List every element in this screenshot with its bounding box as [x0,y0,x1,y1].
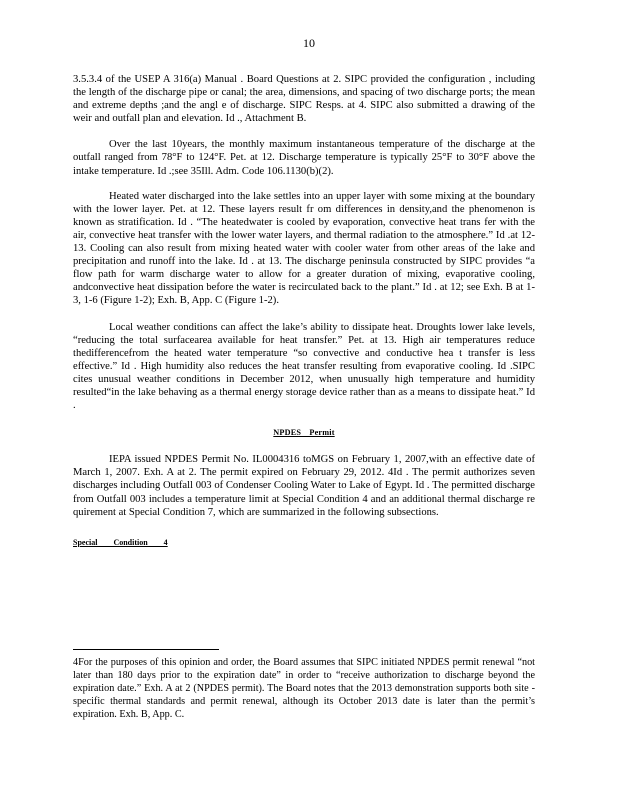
footnote-area [73,656,535,721]
paragraph-stratification: Heated water discharged into the lake settles into an upper layer with some mixing at the boundary with the lower layer. Pet. at 12. These layers result fr om differences in density,and the phenomenon is known as stratification. Id . “The heatedwater is cooled by evaporation, convective heat trans fer with the air, convective heat transfer with the lower water layers, and thermal radiation to the atmosphere.” Id .at 12-13. Cooling can also result from mixing heated water with cooler water from other areas of the lake and precipitation and runoff into the lake. Id . at 13. The discharge peninsula constructed by SIPC provides “a flow path for warm discharge water to allow for a greater duration of mixing, evaporative cooling, andconvective heat dissipation before the water is recirculated back to the plant.” Id . at 12; see Exh. B at 1-3, 1-6 (Figure 1-2); Exh. B, App. C (Figure 1-2). [73,190,535,307]
footnote-divider [73,649,219,650]
paragraph-weather-conditions: Local weather conditions can affect the lake’s ability to dissipate heat. Droughts lower lake levels, “reducing the total surfacearea available for heat transfer.” Pet. at 13. High air temperatures reduce thedifferencefrom the heated water temperature “so convective and conductive hea t transfer is less effective.” Id . High humidity also reduces the heat transfer resulting from evaporative cooling. Id .SIPC cites unusual weather conditions in December 2012, when unusually high temperature and humidity resulted“in the lake behaving as a thermal energy storage device rather than as a means to dissipate heat.” Id . [73,321,535,412]
paragraph-discharge-temperature: Over the last 10years, the monthly maximum instantaneous temperature of the discharge at the outfall ranged from 78°F to 124°F. Pet. at 12. Discharge temperature is typically 25°F to 30°F above the intake temperature. Id .;see 35Ill. Adm. Code 106.1130(b)(2). [73,139,535,177]
subsection-heading: Special Condition 4 [73,537,168,547]
section-heading: NPDES Permit [273,428,335,438]
document-body [73,70,535,549]
page-number: 10 [303,36,315,50]
footnote-text: 4For the purposes of this opinion and order, the Board assumes that SIPC initiated NPDES permit renewal “not later than 180 days prior to the expiration date” in order to “receive authorization to discharge beyond the expiration date.” Exh. A at 2 (NPDES permit). The Board notes that the 2013 demonstration supports both site -specific thermal standards and permit renewal, although its October 2013 date is later than the permit’s expiration. Exh. B, App. C. [73,657,535,720]
paragraph-npdes-permit: IEPA issued NPDES Permit No. IL0004316 toMGS on February 1, 2007,with an effective date of March 1, 2007. Exh. A at 2. The permit expired on February 29, 2012. 4Id . The permit authorizes seven discharges including Outfall 003 of Condenser Cooling Water to Lake of Egypt. Id . The permitted discharge from Outfall 003 includes a temperature limit at Special Condition 4 and an additional thermal discharge re quirement at Special Condition 7, which are summarized in the following subsections. [73,454,535,518]
paragraph-discharge-configuration: 3.5.3.4 of the USEP A 316(a) Manual . Board Questions at 2. SIPC provided the configuration , including the length of the discharge pipe or canal; the area, dimensions, and spacing of two discharge ports; the mean and extreme depths ;and the angl e of discharge. SIPC Resps. at 4. SIPC also submitted a drawing of the weir and outfall plan and elevation. Id ., Attachment B. [73,74,535,125]
